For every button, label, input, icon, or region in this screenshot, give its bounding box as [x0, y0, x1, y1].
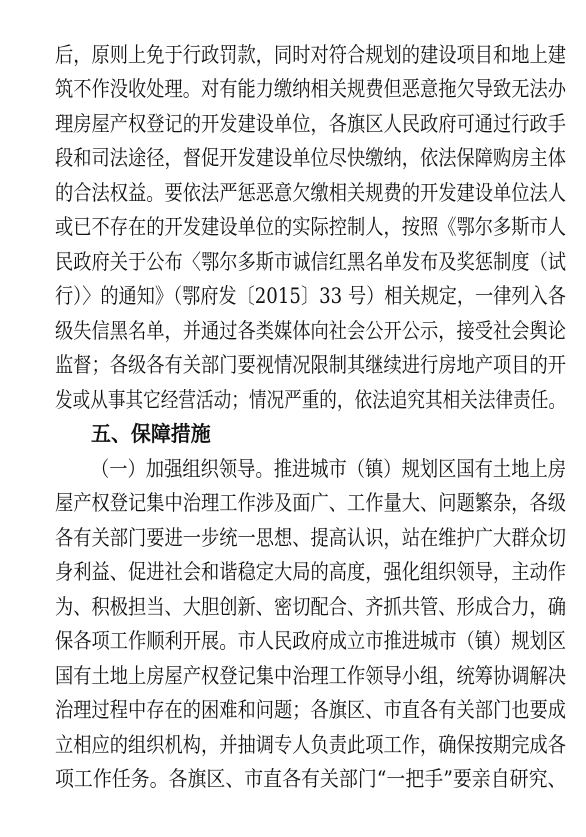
body-text-line: 理房屋产权登记的开发建设单位，各旗区人民政府可通过行政手 — [55, 112, 566, 136]
body-text-line: 或已不存在的开发建设单位的实际控制人，按照《鄂尔多斯市人 — [55, 215, 566, 239]
body-text-line: 筑不作没收处理。对有能力缴纳相关规费但恶意拖欠导致无法办 — [55, 77, 566, 101]
body-text-line: 后，原则上免于行政罚款，同时对符合规划的建设项目和地上建 — [55, 43, 566, 67]
body-text-line: 段和司法途径，督促开发建设单位尽快缴纳，依法保障购房主体 — [55, 146, 566, 170]
body-text-line: 各有关部门要进一步统一思想、提高认识，站在维护广大群众切 — [55, 526, 566, 550]
body-text-line: 的合法权益。要依法严惩恶意欠缴相关规费的开发建设单位法人 — [55, 181, 566, 205]
body-text-line: 为、积极担当、大胆创新、密切配合、齐抓共管、形成合力，确 — [55, 595, 566, 619]
body-text-line: 保各项工作顺利开展。市人民政府成立市推进城市（镇）规划区 — [55, 629, 566, 653]
section-heading: 五、保障措施 — [91, 421, 211, 446]
body-text-line: 监督；各级各有关部门要视情况限制其继续进行房地产项目的开 — [55, 353, 566, 377]
body-text-line: 屋产权登记集中治理工作涉及面广、工作量大、问题繁杂，各级 — [55, 491, 566, 515]
body-text-line: 身利益、促进社会和谐稳定大局的高度，强化组织领导，主动作 — [55, 560, 566, 584]
body-text-line: 项工作任务。各旗区、市直各有关部门“一把手”要亲自研究、 — [55, 767, 567, 791]
body-text-line: 民政府关于公布〈鄂尔多斯市诚信红黑名单发布及奖惩制度（试 — [55, 250, 566, 274]
paragraph-first-line: （一）加强组织领导。推进城市（镇）规划区国有土地上房 — [91, 457, 566, 481]
body-text-line: 国有土地上房屋产权登记集中治理工作领导小组，统筹协调解决 — [55, 664, 566, 688]
body-text-line: 立相应的组织机构，并抽调专人负责此项工作，确保按期完成各 — [55, 733, 566, 757]
body-text-line: 治理过程中存在的困难和问题；各旗区、市直各有关部门也要成 — [55, 698, 566, 722]
body-text-line: 发或从事其它经营活动；情况严重的，依法追究其相关法律责任。 — [55, 388, 566, 412]
body-text-line: 级失信黑名单，并通过各类媒体向社会公开公示，接受社会舆论 — [55, 319, 566, 343]
body-text-line: 行）〉的通知》（鄂府发〔2015〕33 号）相关规定，一律列入各 — [55, 284, 566, 308]
